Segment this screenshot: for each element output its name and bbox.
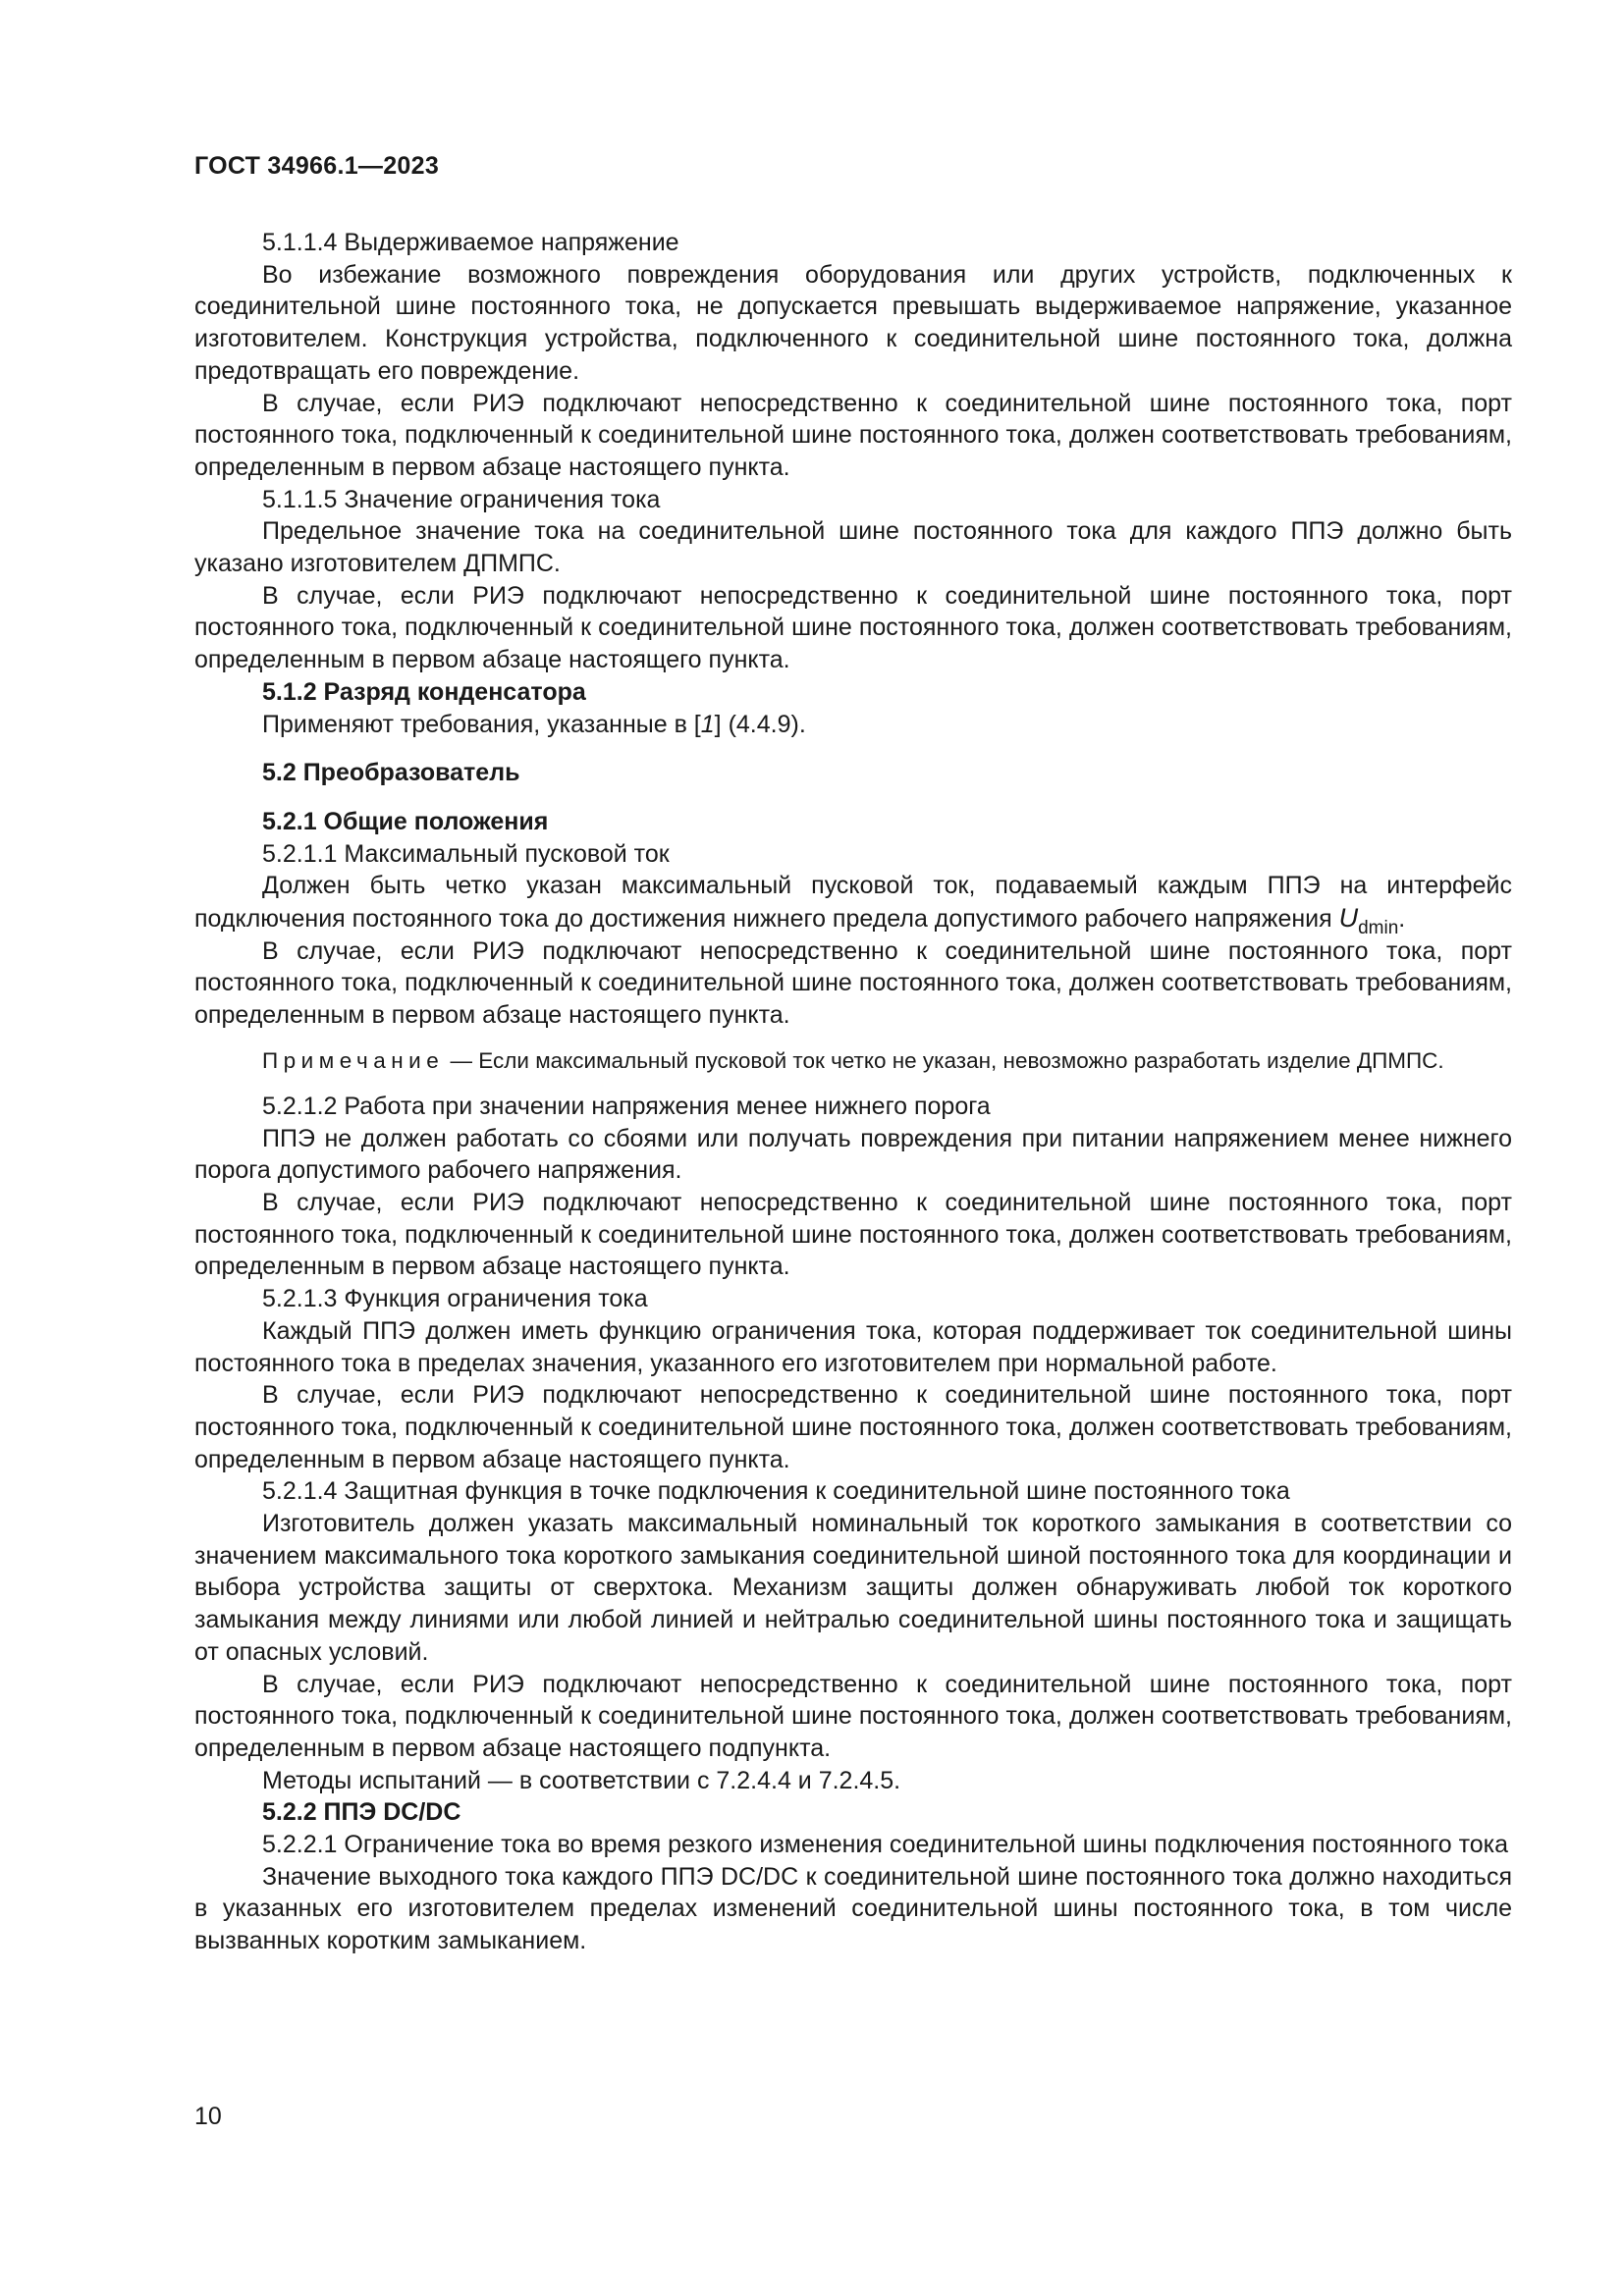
body-paragraph: ППЭ не должен работать со сбоями или получать повреждения при питании напряжением менее нижнего порога допустимого рабочего напряжения. (194, 1124, 1512, 1185)
body-paragraph: В случае, если РИЭ подключают непосредственно к соединительной шине постоянного тока, порт постоянного тока, подключенный к соединительной шине постоянного тока, должен соответствовать требованиям, определенным в первом абзаце настоящего пункта. (194, 936, 1512, 1030)
reference-number: 1 (700, 710, 715, 738)
voltage-subscript: dmin (1358, 918, 1399, 939)
clause-heading: 5.2.1.3 Функция ограничения тока (262, 1285, 648, 1313)
document-header: ГОСТ 34966.1—2023 (194, 152, 440, 180)
clause-heading: 5.1.1.4 Выдерживаемое напряжение (262, 229, 679, 256)
body-paragraph: Во избежание возможного повреждения оборудования или других устройств, подключенных к соединительной шине постоянного тока, не допускается превышать выдерживаемое напряжение, указанное изготовителем. Конструкция устройства, подключенного к соединительной шине постоянного тока, должна предотвращать его повреждение. (194, 260, 1512, 385)
reference-text: Применяют требования, указанные в [ (262, 710, 701, 738)
clause-heading: 5.2.1.1 Максимальный пусковой ток (262, 839, 670, 868)
body-paragraph: В случае, если РИЭ подключают непосредственно к соединительной шине постоянного тока, порт постоянного тока, подключенный к соединительной шине постоянного тока, должен соответствовать требованиям, определенным в первом абзаце настоящего подпункта. (194, 1670, 1512, 1762)
note-paragraph (194, 1045, 1512, 1077)
section-heading: 5.2 Преобразователь (262, 759, 520, 787)
note-label: Примечание (262, 1047, 445, 1073)
section-heading: 5.1.2 Разряд конденсатора (262, 677, 586, 706)
body-paragraph: Предельное значение тока на соединительной шине постоянного тока для каждого ППЭ должно быть указано изготовителем ДПМПС. (194, 517, 1512, 578)
voltage-symbol: U (1338, 903, 1359, 934)
body-paragraph (194, 870, 1512, 939)
body-paragraph: В случае, если РИЭ подключают непосредственно к соединительной шине постоянного тока, порт постоянного тока, подключенный к соединительной шине постоянного тока, должен соответствовать требованиям, определенным в первом абзаце настоящего пункта. (194, 1188, 1512, 1281)
note-text: — Если максимальный пусковой ток четко не указан, невозможно разработать изделие ДПМПС. (444, 1047, 1444, 1073)
reference-text-end: ] (4.4.9). (714, 710, 806, 738)
body-paragraph: Каждый ППЭ должен иметь функцию ограничения тока, которая поддерживает ток соединительной шины постоянного тока в пределах значения, указанного его изготовителем при нормальной работе. (194, 1316, 1512, 1377)
page-number: 10 (194, 2103, 222, 2130)
body-paragraph: В случае, если РИЭ подключают непосредственно к соединительной шине постоянного тока, порт постоянного тока, подключенный к соединительной шине постоянного тока, должен соответствовать требованиям, определенным в первом абзаце настоящего пункта. (194, 389, 1512, 481)
clause-heading: 5.2.1.4 Защитная функция в точке подключения к соединительной шине постоянного тока (262, 1477, 1290, 1506)
body-paragraph (194, 709, 1512, 741)
body-paragraph: В случае, если РИЭ подключают непосредственно к соединительной шине постоянного тока, порт постоянного тока, подключенный к соединительной шине постоянного тока, должен соответствовать требованиям, определенным в первом абзаце настоящего пункта. (194, 581, 1512, 674)
body-paragraph: В случае, если РИЭ подключают непосредственно к соединительной шине постоянного тока, порт постоянного тока, подключенный к соединительной шине постоянного тока, должен соответствовать требованиям, определенным в первом абзаце настоящего пункта. (194, 1381, 1512, 1473)
clause-heading: 5.2.2.1 Ограничение тока во время резкого изменения соединительной шины подключения постоянного тока (262, 1831, 1509, 1859)
page-content (194, 227, 1512, 1957)
body-paragraph: Методы испытаний — в соответствии с 7.2.4.4 и 7.2.4.5. (262, 1766, 901, 1794)
section-heading: 5.2.2 ППЭ DC/DC (262, 1798, 461, 1827)
section-heading: 5.2.1 Общие положения (262, 807, 549, 835)
body-paragraph: Значение выходного тока каждого ППЭ DC/DC к соединительной шине постоянного тока должно находиться в указанных его изготовителем пределах изменений соединительной шины постоянного тока, в том числе вызванных коротким замыканием. (194, 1862, 1512, 1955)
clause-heading: 5.2.1.2 Работа при значении напряжения менее нижнего порога (262, 1092, 991, 1120)
clause-heading: 5.1.1.5 Значение ограничения тока (262, 485, 661, 513)
body-text: Должен быть четко указан максимальный пусковой ток, подаваемый каждым ППЭ на интерфейс подключения постоянного тока до достижения нижнего предела допустимого рабочего напряжения (194, 872, 1512, 934)
period: . (1398, 905, 1406, 934)
body-paragraph: Изготовитель должен указать максимальный номинальный ток короткого замыкания в соответствии со значением максимального тока короткого замыкания соединительной шиной постоянного тока для координации и выбора устройства защиты от сверхтока. Механизм защиты должен обнаруживать любой ток короткого замыкания между линиями или любой линией и нейтралью соединительной шины постоянного тока и защищать от опасных условий. (194, 1510, 1512, 1666)
